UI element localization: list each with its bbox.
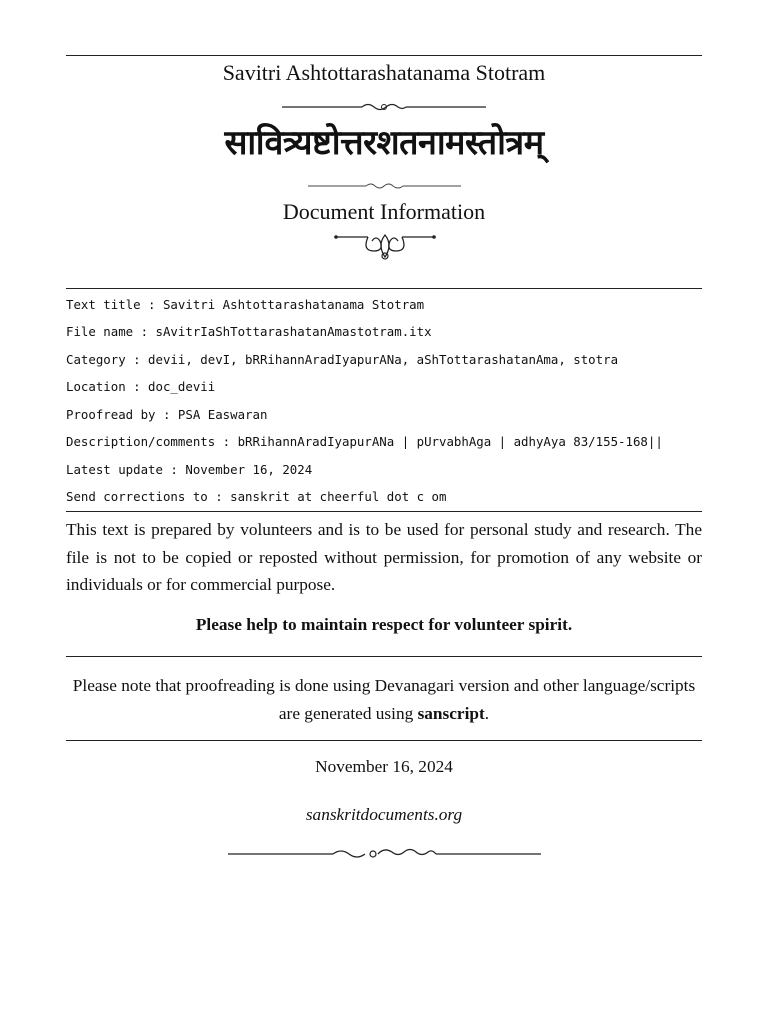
info-top-rule [66,288,702,289]
notice-rule [66,656,702,657]
footer-site: sanskritdocuments.org [305,805,463,824]
info-file-name: File name : sAvitrIaShTottarashatanAmastotram.itx [66,324,432,339]
info-send-corrections: Send corrections to : sanskrit at cheerful dot c om [66,489,447,504]
info-category: Category : devii, devI, bRRihannAradIyapurANa, aShTottarashatanAma, stotra [66,352,619,367]
volunteer-notice: This text is prepared by volunteers and is to be used for personal study and research. The file is not to be copied or reposted without permission, for promotion of any website or individuals or for commercial purpose. [66,520,702,594]
page-title: Savitri Ashtottarashatanama Stotram [222,60,546,85]
sanskrit-title: सावित्र्यष्टोत्तरशतनामस्तोत्रम् [224,123,544,163]
info-latest-update: Latest update : November 16, 2024 [66,462,313,477]
info-proofread-by: Proofread by : PSA Easwaran [66,407,268,422]
document-info-heading: Document Information [282,199,486,224]
info-location: Location : doc_devii [66,379,216,394]
note-rule [66,740,702,741]
flourish-ornament-icon [334,227,436,265]
ornament-divider-icon [282,100,486,114]
respect-notice: Please help to maintain respect for volunteer spirit. [195,615,573,634]
ornament-divider-icon [308,181,461,191]
info-bottom-rule [66,511,702,512]
info-text-title: Text title : Savitri Ashtottarashatanama Stotram [66,297,425,312]
info-description: Description/comments : bRRihannAradIyapurANa | pUrvabhAga | adhyAya 83/155-168|| [66,434,663,449]
top-rule [66,55,702,56]
footer-date: November 16, 2024 [315,757,453,776]
ornament-divider-icon [228,846,541,862]
sanscript-term: sanscript [417,703,485,723]
proofreading-note: Please note that proofreading is done using Devanagari version and other language/scripts are generated using sanscript. [72,676,696,723]
